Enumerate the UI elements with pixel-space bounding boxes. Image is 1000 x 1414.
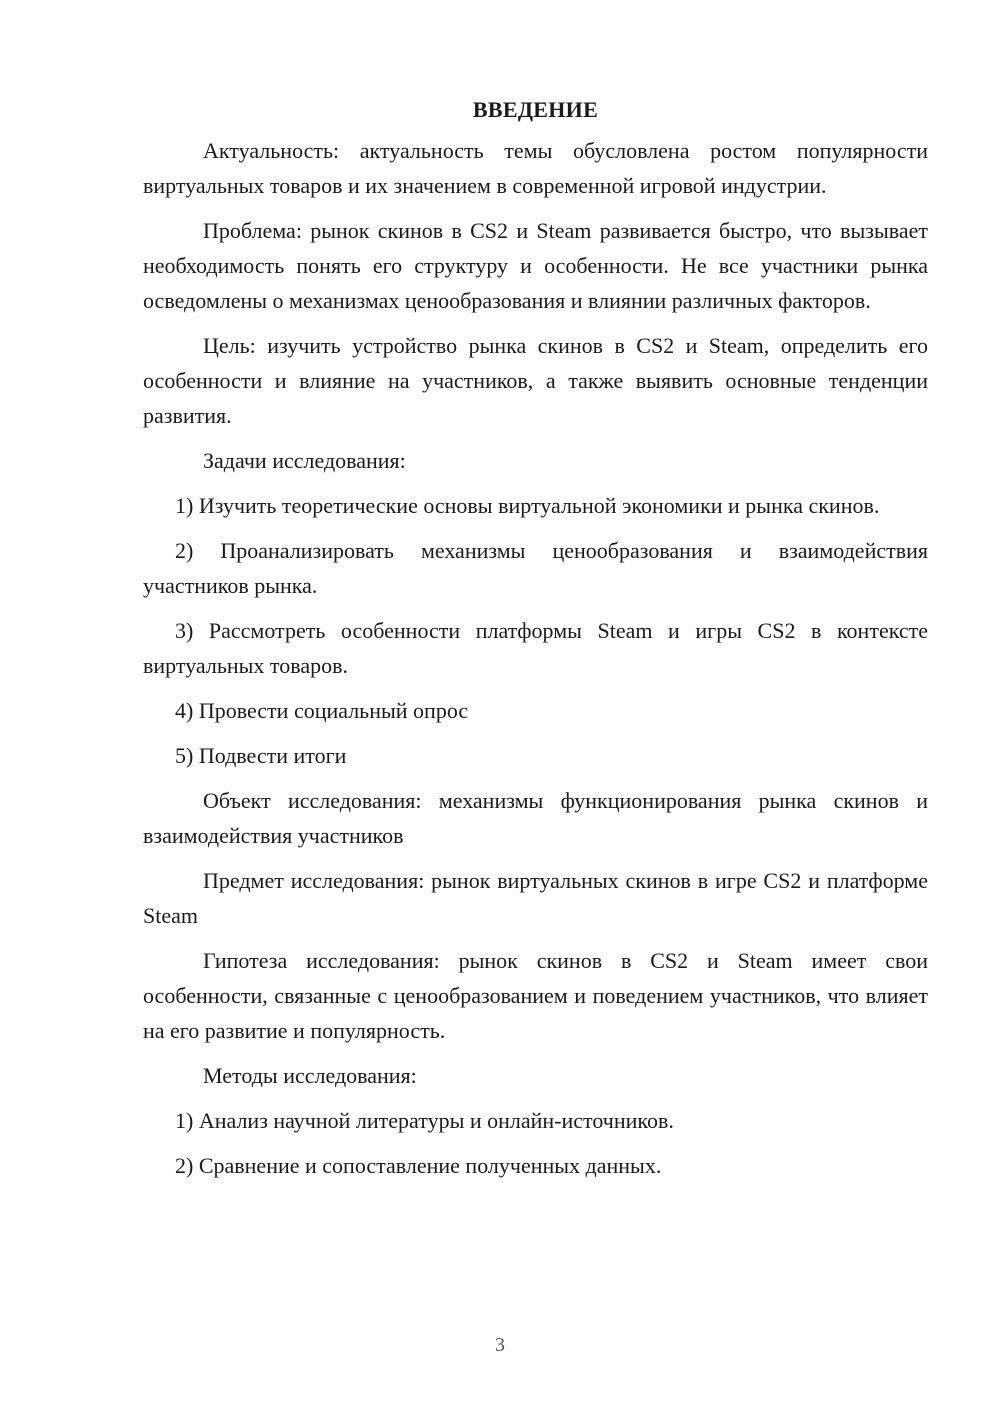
object-paragraph: Объект исследования: механизмы функционирования рынка скинов и взаимодействия участников xyxy=(143,788,928,848)
method-item-1: 1) Анализ научной литературы и онлайн-источников. xyxy=(175,1108,674,1133)
goal-paragraph: Цель: изучить устройство рынка скинов в CS2 и Steam, определить его особенности и влияние на участников, а также выявить основные тенденции развития. xyxy=(143,333,928,428)
subject-paragraph: Предмет исследования: рынок виртуальных скинов в игре CS2 и платформе Steam xyxy=(143,868,928,928)
method-item-2: 2) Сравнение и сопоставление полученных данных. xyxy=(175,1153,662,1178)
relevance-paragraph: Актуальность: актуальность темы обусловлена ростом популярности виртуальных товаров и их значением в современной игровой индустрии. xyxy=(143,138,928,198)
page-number: 3 xyxy=(495,1334,505,1356)
tasks-intro: Задачи исследования: xyxy=(203,448,406,473)
hypothesis-paragraph: Гипотеза исследования: рынок скинов в CS2 и Steam имеет свои особенности, связанные с ценообразованием и поведением участников, что влияет на его развитие и популярность. xyxy=(143,948,928,1043)
task-item-4: 4) Провести социальный опрос xyxy=(175,698,469,723)
task-item-3: 3) Рассмотреть особенности платформы Steam и игры CS2 в контексте виртуальных товаров. xyxy=(143,618,928,678)
task-item-1: 1) Изучить теоретические основы виртуальной экономики и рынка скинов. xyxy=(175,493,880,518)
task-item-2: 2) Проанализировать механизмы ценообразования и взаимодействия участников рынка. xyxy=(143,538,928,598)
document-page xyxy=(143,92,928,1193)
task-item-5: 5) Подвести итоги xyxy=(175,743,347,768)
section-heading: ВВЕДЕНИЕ xyxy=(472,97,599,122)
methods-intro: Методы исследования: xyxy=(203,1063,417,1088)
problem-paragraph: Проблема: рынок скинов в CS2 и Steam развивается быстро, что вызывает необходимость понять его структуру и особенности. Не все участники рынка осведомлены о механизмах ценообразования и влиянии различных факторов. xyxy=(143,218,928,313)
